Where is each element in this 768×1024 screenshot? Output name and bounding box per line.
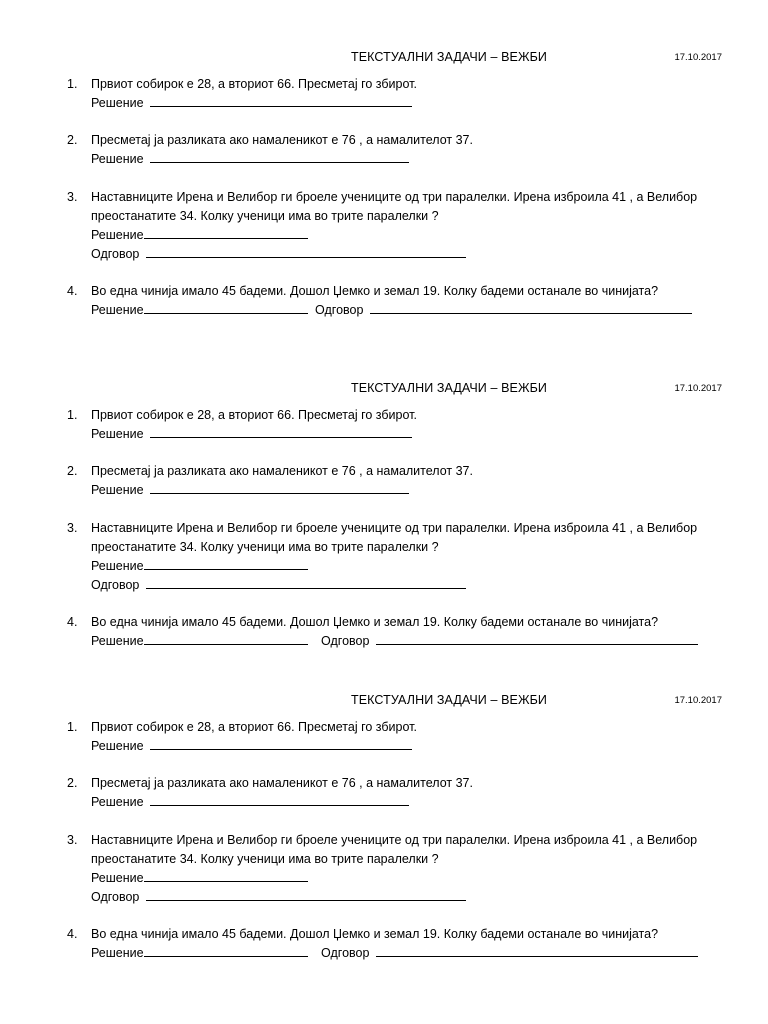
question-text: Пресметај ја разликата ако намаленикот е 76 , а намалителот 37. (91, 133, 473, 147)
question-number: 2. (67, 464, 78, 478)
question-text-line-2: преостанатите 34. Колку ученици има во трите паралелки ? (91, 209, 439, 223)
question-number: 3. (67, 521, 78, 535)
answer-blank[interactable] (146, 888, 466, 901)
question-2 (67, 131, 727, 169)
answer-label: Одговор (321, 634, 370, 648)
answer-label: Одговор (91, 890, 140, 904)
solution-blank[interactable] (150, 737, 412, 750)
question-number: 4. (67, 615, 78, 629)
question-4 (67, 282, 727, 320)
answer-label: Одговор (321, 946, 370, 960)
question-text-line-2: преостанатите 34. Колку ученици има во трите паралелки ? (91, 540, 439, 554)
worksheet-copy-1 (0, 47, 768, 367)
question-text-line-2: преостанатите 34. Колку ученици има во трите паралелки ? (91, 852, 439, 866)
question-text: Пресметај ја разликата ако намаленикот е 76 , а намалителот 37. (91, 776, 473, 790)
solution-label: Решение (91, 946, 144, 960)
question-number: 4. (67, 927, 78, 941)
solution-label: Решение (91, 739, 144, 753)
question-3 (67, 519, 727, 595)
question-number: 2. (67, 133, 78, 147)
solution-blank[interactable] (150, 150, 409, 163)
question-text: Во една чинија имало 45 бадеми. Дошол Џемко и земал 19. Колку бадеми останале во чинијата? (91, 284, 659, 298)
question-number: 4. (67, 284, 78, 298)
solution-blank[interactable] (144, 226, 308, 239)
worksheet-copy-3 (0, 690, 768, 1010)
worksheet-header (0, 47, 768, 67)
answer-label: Одговор (91, 578, 140, 592)
worksheet-copy-2 (0, 378, 768, 698)
solution-blank[interactable] (144, 557, 308, 570)
answer-blank[interactable] (146, 576, 466, 589)
solution-label: Решение (91, 427, 144, 441)
question-number: 1. (67, 720, 78, 734)
question-text: Првиот собирок е 28, а вториот 66. Пресметај го збирот. (91, 77, 417, 91)
worksheet-date: 17.10.2017 (674, 695, 722, 706)
solution-blank[interactable] (144, 944, 308, 957)
question-text-line-1: Наставниците Ирена и Велибор ги броеле учениците од три паралелки. Ирена изброила 41 , а Велибор (91, 521, 698, 535)
question-2 (67, 774, 727, 812)
answer-blank[interactable] (370, 301, 692, 314)
worksheet-title: ТЕКСТУАЛНИ ЗАДАЧИ – ВЕЖБИ (350, 693, 547, 707)
solution-label: Решение (91, 559, 144, 573)
answer-blank[interactable] (376, 632, 698, 645)
question-number: 3. (67, 190, 78, 204)
answer-label: Одговор (315, 303, 364, 317)
worksheet-title: ТЕКСТУАЛНИ ЗАДАЧИ – ВЕЖБИ (350, 381, 547, 395)
solution-label: Решение (91, 634, 144, 648)
question-4 (67, 925, 727, 963)
solution-blank[interactable] (144, 301, 308, 314)
question-text: Првиот собирок е 28, а вториот 66. Пресметај го збирот. (91, 720, 417, 734)
solution-label: Решение (91, 483, 144, 497)
question-text-line-1: Наставниците Ирена и Велибор ги броеле учениците од три паралелки. Ирена изброила 41 , а Велибор (91, 833, 698, 847)
solution-blank[interactable] (150, 425, 412, 438)
question-text: Првиот собирок е 28, а вториот 66. Пресметај го збирот. (91, 408, 417, 422)
question-number: 2. (67, 776, 78, 790)
worksheet-header (0, 378, 768, 398)
solution-label: Решение (91, 152, 144, 166)
solution-blank[interactable] (144, 632, 308, 645)
question-3 (67, 188, 727, 264)
solution-blank[interactable] (150, 94, 412, 107)
worksheet-date: 17.10.2017 (674, 383, 722, 394)
question-text: Во една чинија имало 45 бадеми. Дошол Џемко и земал 19. Колку бадеми останале во чинијата? (91, 927, 659, 941)
question-number: 3. (67, 833, 78, 847)
answer-label: Одговор (91, 247, 140, 261)
solution-label: Решение (91, 303, 144, 317)
question-text-line-1: Наставниците Ирена и Велибор ги броеле учениците од три паралелки. Ирена изброила 41 , а Велибор (91, 190, 698, 204)
solution-blank[interactable] (150, 793, 409, 806)
question-text: Во една чинија имало 45 бадеми. Дошол Џемко и земал 19. Колку бадеми останале во чинијата? (91, 615, 659, 629)
answer-blank[interactable] (146, 245, 466, 258)
question-1 (67, 75, 727, 113)
worksheet-header (0, 690, 768, 710)
solution-label: Решение (91, 96, 144, 110)
question-3 (67, 831, 727, 907)
question-text: Пресметај ја разликата ако намаленикот е 76 , а намалителот 37. (91, 464, 473, 478)
worksheet-title: ТЕКСТУАЛНИ ЗАДАЧИ – ВЕЖБИ (350, 50, 547, 64)
question-1 (67, 718, 727, 756)
solution-label: Решение (91, 871, 144, 885)
solution-label: Решение (91, 228, 144, 242)
solution-label: Решение (91, 795, 144, 809)
question-4 (67, 613, 727, 651)
question-1 (67, 406, 727, 444)
solution-blank[interactable] (144, 869, 308, 882)
answer-blank[interactable] (376, 944, 698, 957)
question-2 (67, 462, 727, 500)
solution-blank[interactable] (150, 481, 409, 494)
worksheet-date: 17.10.2017 (674, 52, 722, 63)
question-number: 1. (67, 77, 78, 91)
question-number: 1. (67, 408, 78, 422)
